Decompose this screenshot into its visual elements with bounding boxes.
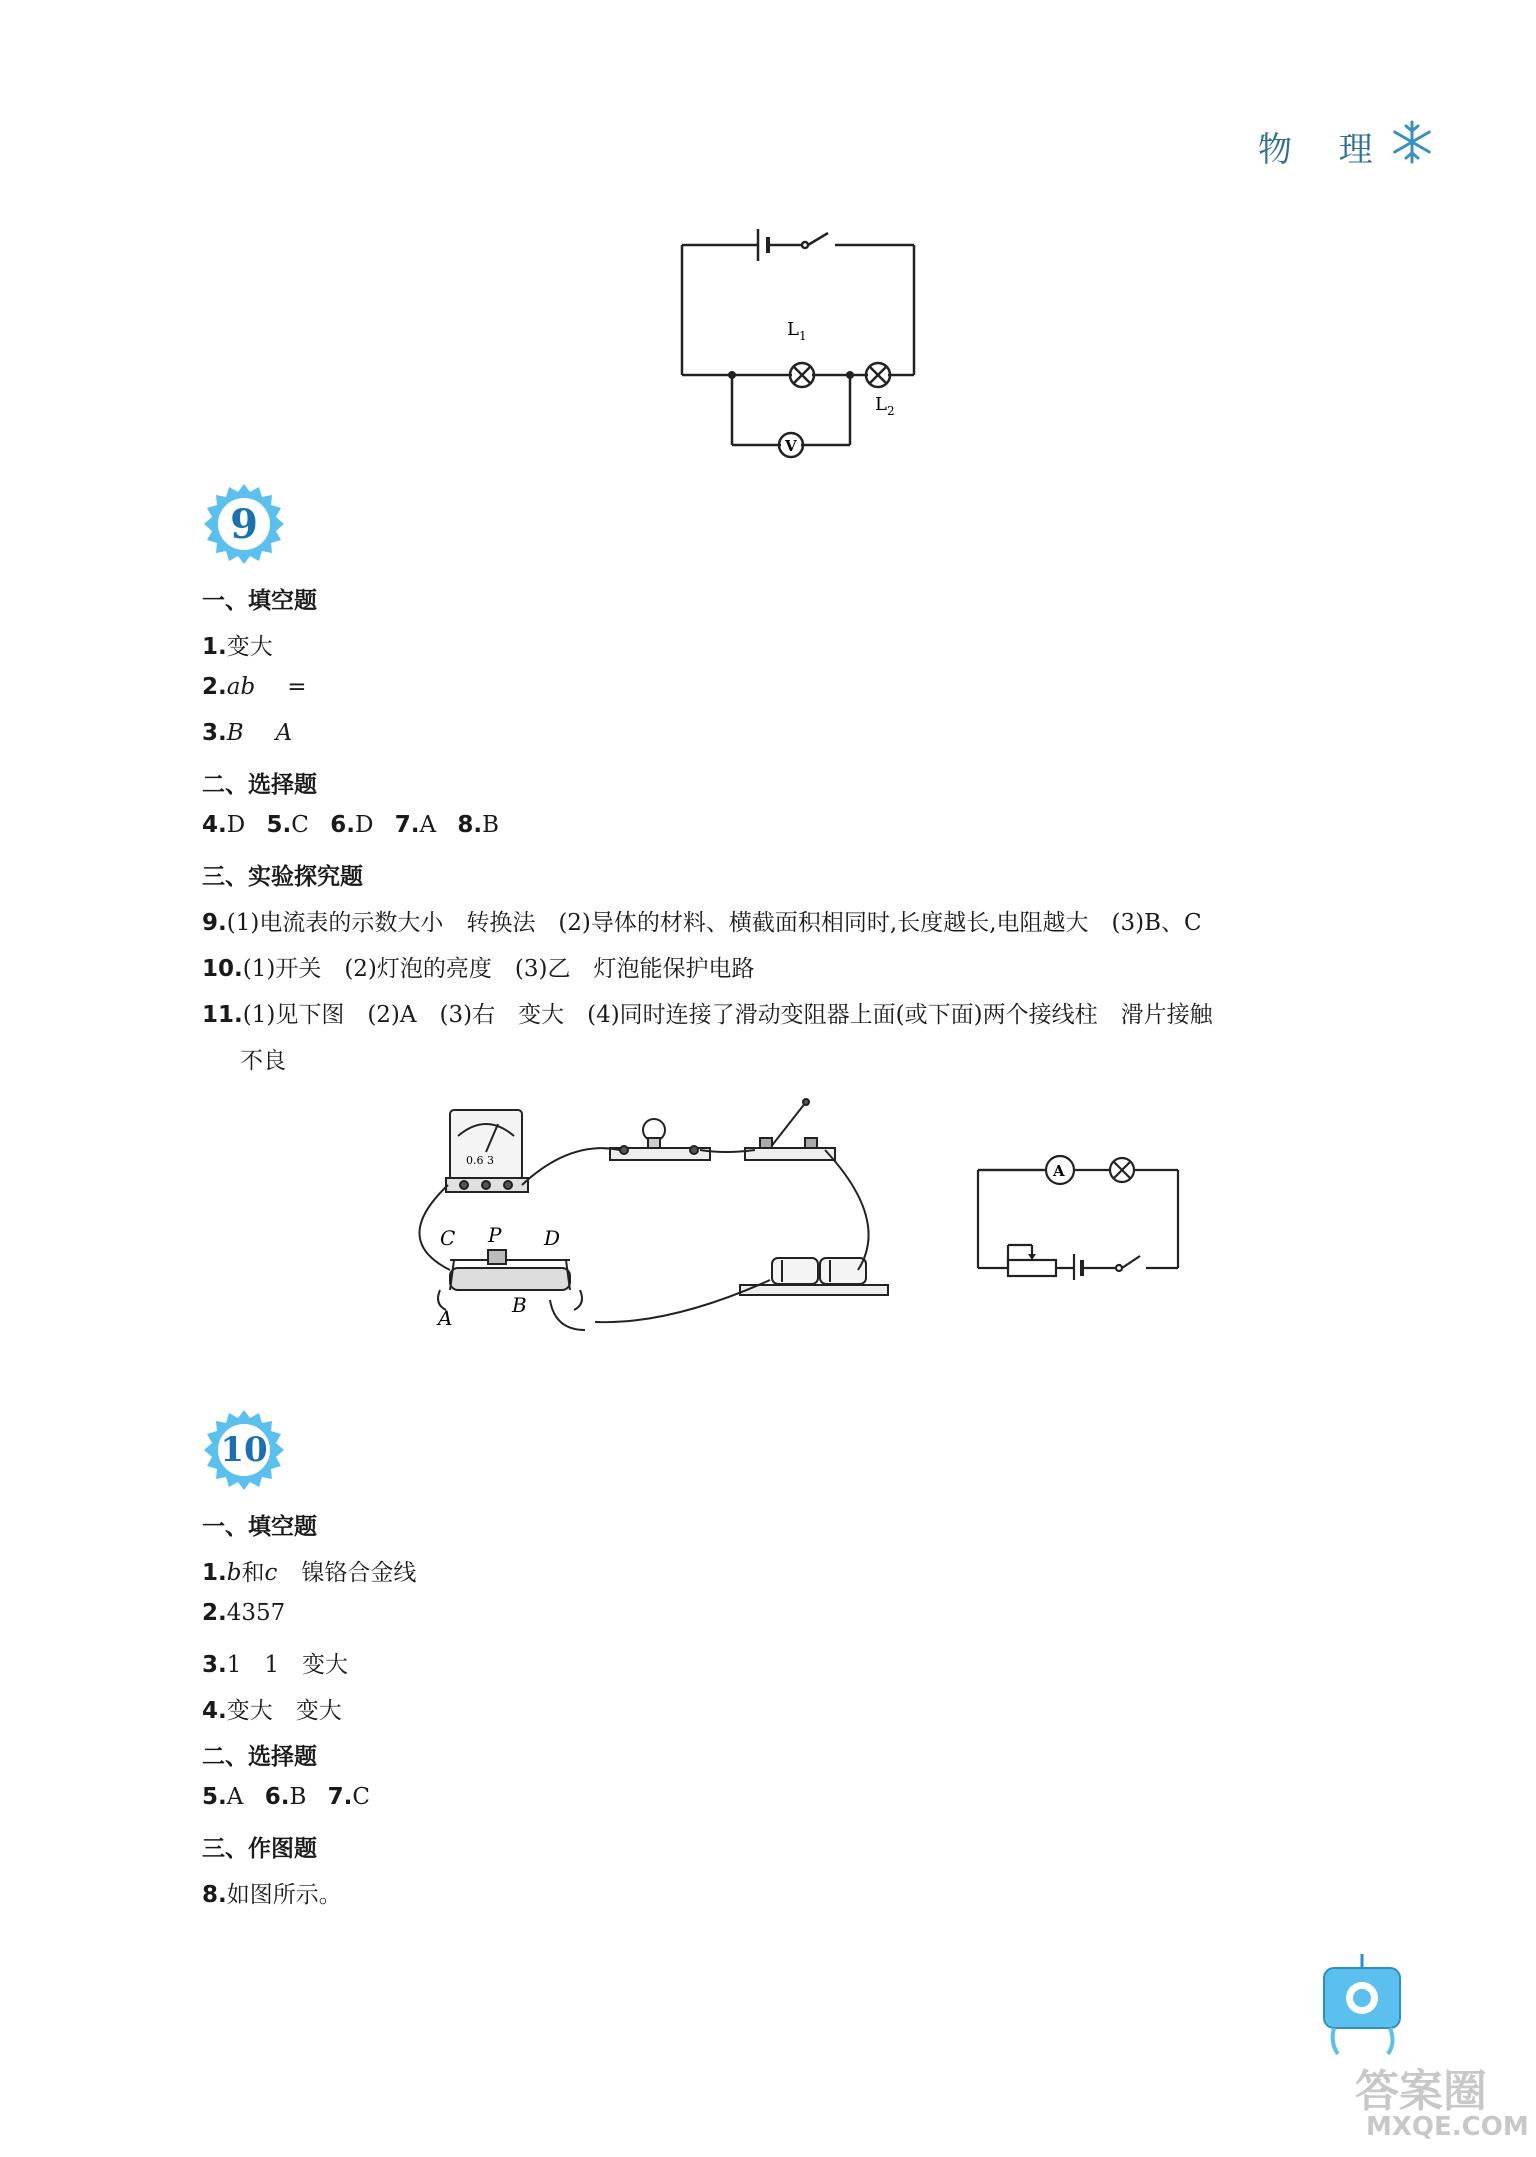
ammeter-label: A	[1053, 1162, 1065, 1180]
terminal-a-label: A	[438, 1306, 453, 1330]
section-badge-10	[202, 1408, 286, 1492]
series-circuit-diagram	[670, 215, 930, 465]
snowflake-icon	[1388, 118, 1436, 166]
lamp-l1-label: $L_1$	[787, 319, 807, 343]
choice-item: 5.C	[266, 812, 309, 838]
s9-q9: 9.(1)电流表的示数大小 转换法 (2)导体的材料、横截面积相同时,长度越长,电阻越大 (3)B、C	[202, 910, 1202, 936]
watermark-logo: 答案圈	[1355, 2066, 1487, 2117]
section10-part2-title: 二、选择题	[202, 1744, 317, 1770]
lantern-decoration-icon	[1312, 1948, 1412, 2058]
s9-q11: 11.(1)见下图 (2)A (3)右 变大 (4)同时连接了滑动变阻器上面(或下面)两个接线柱 滑片接触	[202, 1002, 1213, 1028]
terminal-b-label: B	[512, 1293, 527, 1317]
s9-q3: 3.B A	[202, 720, 293, 746]
s10-q8: 8.如图所示。	[202, 1882, 342, 1908]
section-number: 10	[220, 1430, 268, 1470]
s10-choice-answers	[202, 1784, 370, 1810]
schematic-circuit-diagram	[970, 1150, 1190, 1280]
s9-q1: 1.变大	[202, 634, 273, 660]
meter-scale-label: 0.6 3	[466, 1154, 494, 1167]
choice-item: 7.C	[327, 1784, 371, 1810]
voltmeter-label: V	[785, 437, 797, 455]
watermark-url: MXQE.COM	[1366, 2112, 1529, 2142]
terminal-d-label: D	[544, 1226, 561, 1250]
choice-item: 5.A	[202, 1784, 244, 1810]
choice-item: 6.D	[330, 812, 374, 838]
section10-part3-title: 三、作图题	[202, 1836, 317, 1862]
s9-q2: 2.ab =	[202, 674, 307, 700]
choice-item: 6.B	[264, 1784, 307, 1810]
section-number: 9	[230, 500, 258, 548]
s9-q10: 10.(1)开关 (2)灯泡的亮度 (3)乙 灯泡能保护电路	[202, 956, 755, 982]
section9-part1-title: 一、填空题	[202, 588, 317, 614]
s10-q4: 4.变大 变大	[202, 1698, 342, 1724]
choice-item: 7.A	[394, 812, 437, 838]
section9-part2-title: 二、选择题	[202, 772, 317, 798]
section10-part1-title: 一、填空题	[202, 1514, 317, 1540]
section9-part3-title: 三、实验探究题	[202, 864, 363, 890]
physical-circuit-illustration	[410, 1090, 900, 1340]
s10-q3: 3.1 1 变大	[202, 1652, 349, 1678]
subject-title: 物 理	[1258, 130, 1391, 170]
terminal-c-label: C	[440, 1226, 456, 1250]
s9-q11-continuation: 不良	[240, 1048, 286, 1074]
slider-p-label: P	[488, 1223, 502, 1247]
s10-q1: 1.b和c 镍铬合金线	[202, 1560, 417, 1586]
lamp-l2-label: $L_2$	[875, 394, 895, 418]
s10-q2: 2.4357	[202, 1600, 286, 1626]
s9-choice-answers	[202, 812, 499, 838]
choice-item: 4.D	[202, 812, 246, 838]
section-badge-9	[202, 482, 286, 566]
choice-item: 8.B	[457, 812, 500, 838]
